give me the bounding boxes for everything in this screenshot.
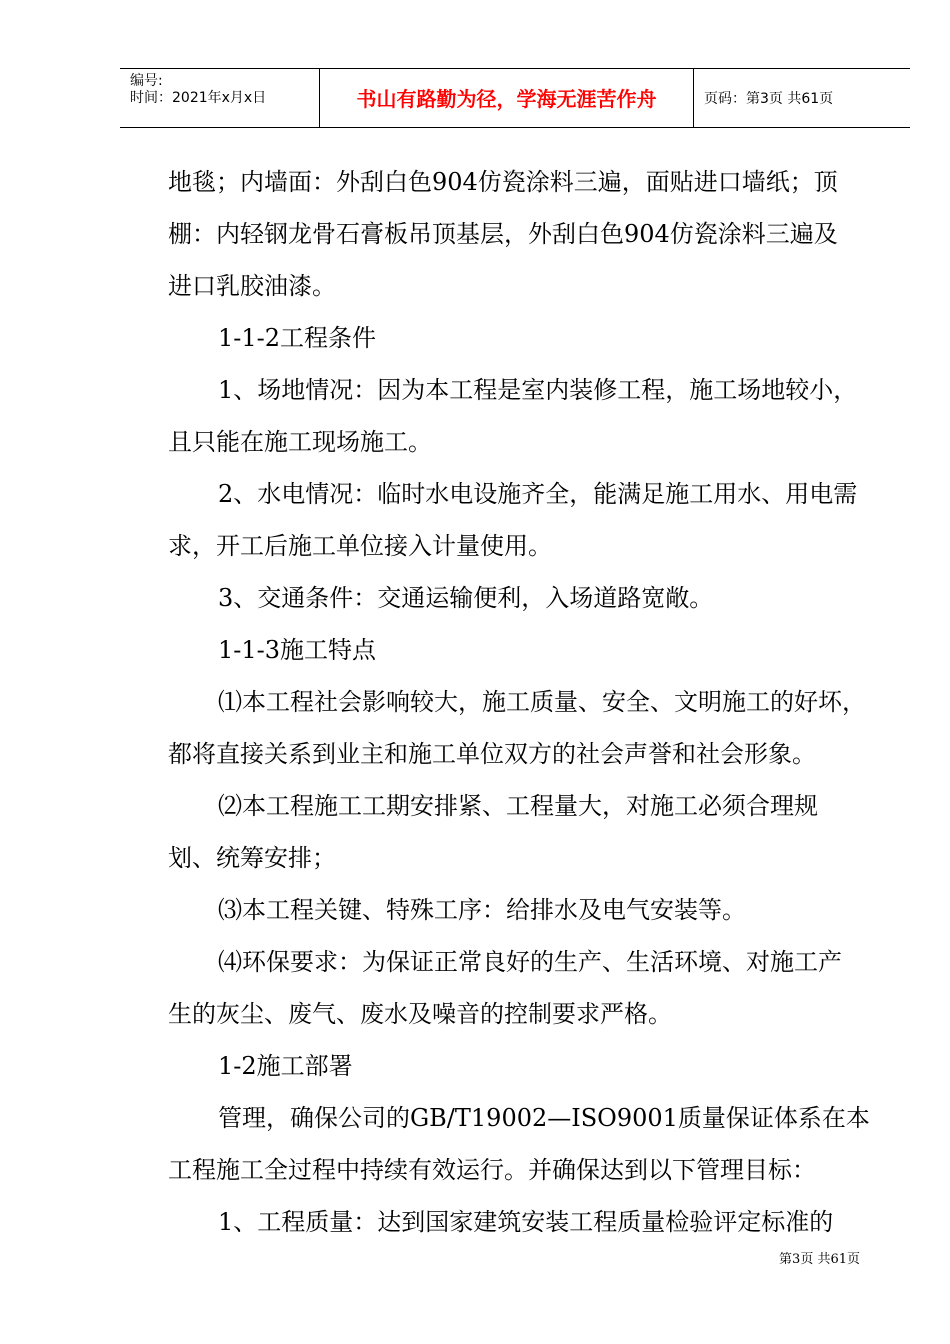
header-slogan: 书山有路勤为径，学海无涯苦作舟 (320, 69, 694, 127)
section-heading: 1-1-3施工特点 (218, 636, 377, 664)
body-line: ⑵本工程施工工期安排紧、工程量大，对施工必须合理规 (218, 792, 818, 820)
body-line: 划、统筹安排； (168, 844, 336, 872)
body-line: 地毯；内墙面：外刮白色904仿瓷涂料三遍，面贴进口墙纸；顶 (168, 168, 838, 196)
body-line: 且只能在施工现场施工。 (168, 428, 432, 456)
body-line: ⑶本工程关键、特殊工序：给排水及电气安装等。 (218, 896, 746, 924)
page-footer: 第3页 共61页 (779, 1252, 860, 1267)
document-body (168, 156, 868, 1248)
page-header (120, 68, 910, 128)
section-heading: 1-2施工部署 (218, 1052, 353, 1080)
body-line: 求，开工后施工单位接入计量使用。 (168, 532, 552, 560)
code-label: 编号: (130, 73, 163, 89)
header-meta (120, 69, 320, 127)
body-line: ⑷环保要求：为保证正常良好的生产、生活环境、对施工产 (218, 948, 842, 976)
body-line: 工程施工全过程中持续有效运行。并确保达到以下管理目标： (168, 1156, 816, 1184)
body-line: 棚：内轻钢龙骨石膏板吊顶基层，外刮白色904仿瓷涂料三遍及 (168, 220, 838, 248)
body-line: 1、场地情况：因为本工程是室内装修工程，施工场地较小， (218, 376, 858, 404)
body-line: 生的灰尘、废气、废水及噪音的控制要求严格。 (168, 1000, 672, 1028)
body-line: 2、水电情况：临时水电设施齐全，能满足施工用水、用电需 (218, 480, 858, 508)
body-line: 管理，确保公司的GB/T19002—ISO9001质量保证体系在本 (218, 1104, 870, 1132)
body-line: 进口乳胶油漆。 (168, 272, 336, 300)
body-line: 1、工程质量：达到国家建筑安装工程质量检验评定标准的 (218, 1208, 834, 1236)
section-heading: 1-1-2工程条件 (218, 324, 377, 352)
header-page-number: 页码：第3页 共61页 (704, 91, 834, 107)
body-line: ⑴本工程社会影响较大，施工质量、安全、文明施工的好坏， (218, 688, 866, 716)
body-line: 3、交通条件：交通运输便利，入场道路宽敞。 (218, 584, 714, 612)
time-label: 时间：2021年x月x日 (130, 90, 267, 106)
body-line: 都将直接关系到业主和施工单位双方的社会声誉和社会形象。 (168, 740, 816, 768)
